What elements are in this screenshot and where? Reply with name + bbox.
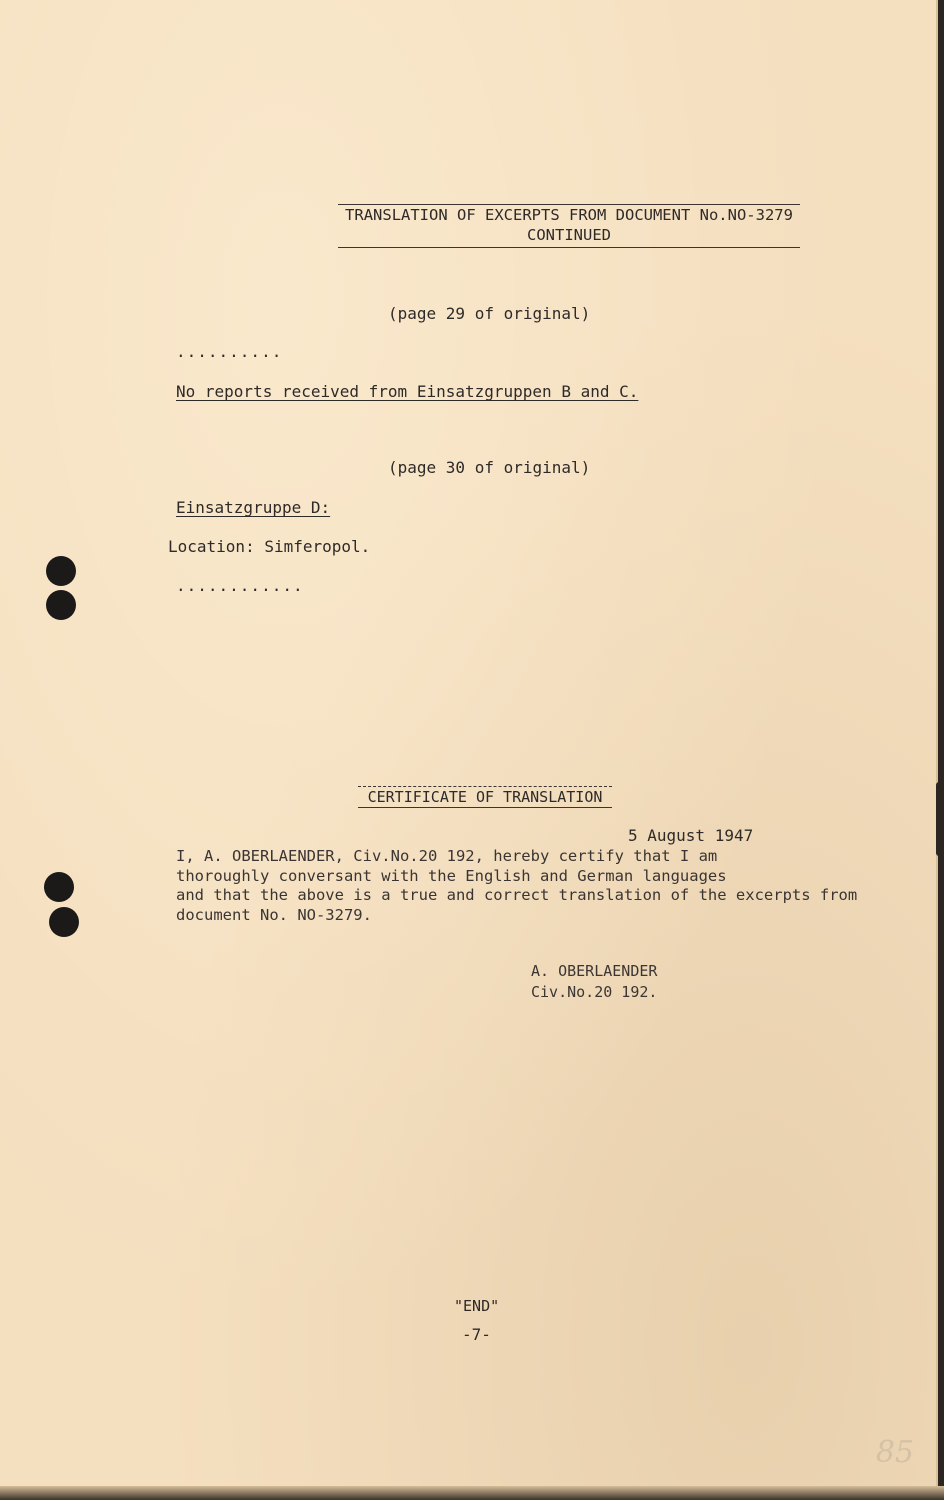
certificate-line: I, A. OBERLAENDER, Civ.No.20 192, hereby certify that I am: [176, 847, 718, 865]
certificate-title: CERTIFICATE OF TRANSLATION: [358, 786, 612, 808]
punch-hole: [46, 556, 76, 586]
page-bottom-edge: [0, 1486, 944, 1500]
page-reference: (page 29 of original): [388, 304, 591, 323]
signature-name: A. OBERLAENDER: [531, 962, 658, 980]
location-text: Location: Simferopol.: [168, 537, 371, 556]
certificate-line: and that the above is a true and correct translation of the excerpts from: [176, 886, 858, 904]
pencil-page-number: 85: [875, 1435, 914, 1470]
certificate-line: thoroughly conversant with the English and German languages: [176, 866, 727, 885]
certificate-text: [176, 847, 857, 925]
certificate-line: document No. NO-3279.: [176, 905, 372, 924]
page-number: -7-: [462, 1325, 491, 1344]
end-marker: "END": [454, 1297, 500, 1315]
ellipsis-dots: ..........: [176, 342, 283, 361]
punch-hole: [44, 872, 74, 902]
signature-civ-number: Civ.No.20 192.: [531, 983, 658, 1001]
certificate-date: 5 August 1947: [628, 826, 754, 845]
punch-hole: [49, 907, 79, 937]
ellipsis-dots: ............: [176, 576, 304, 595]
document-heading: [338, 204, 800, 248]
punch-hole: [46, 590, 76, 620]
page-reference: (page 30 of original): [388, 458, 591, 477]
page-edge-tab: [936, 782, 944, 856]
heading-title: TRANSLATION OF EXCERPTS FROM DOCUMENT No.NO-3279: [345, 206, 793, 224]
group-heading: Einsatzgruppe D:: [176, 498, 331, 517]
heading-continued: CONTINUED: [527, 226, 611, 244]
report-text: No reports received from Einsatzgruppen B and C.: [176, 382, 639, 401]
